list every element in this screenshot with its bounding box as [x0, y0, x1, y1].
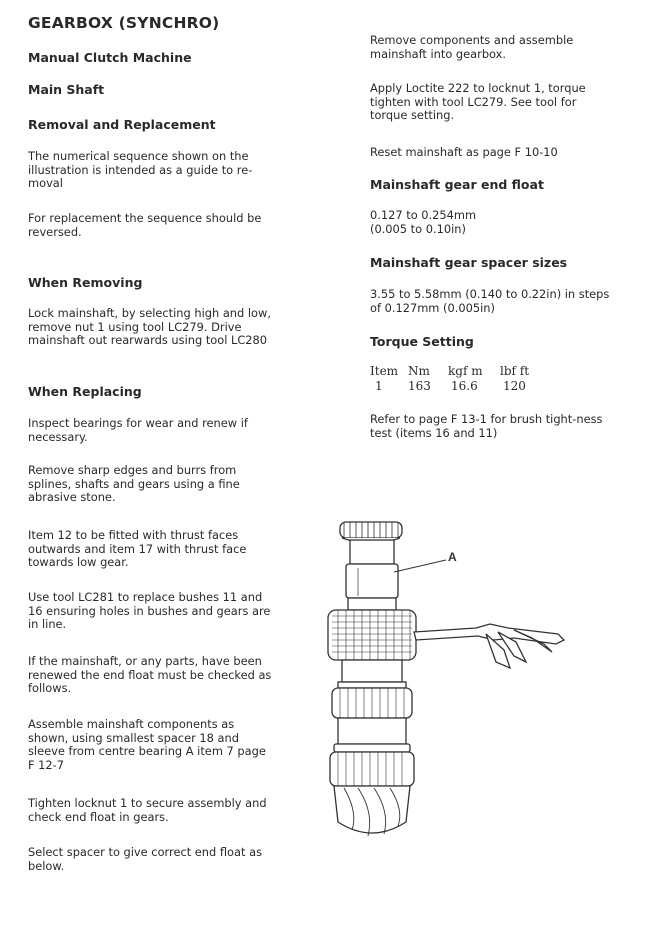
paragraph-select-spacer: Select spacer to give correct end float as below. [28, 845, 263, 873]
middle-gear [332, 688, 412, 718]
heading-when-removing: When Removing [28, 275, 143, 290]
paragraph-renewed: If the mainshaft, or any parts, have been renewed the end float must be checked as follows. [28, 654, 272, 696]
torque-table-row [370, 379, 550, 394]
label-a: A [448, 550, 457, 564]
lower-gear [330, 752, 414, 786]
torque-header-item: Item [370, 364, 399, 378]
heading-torque-setting: Torque Setting [370, 334, 474, 349]
paragraph-sequence: The numerical sequence shown on the illustration is intended as a guide to re-moval [28, 149, 253, 191]
paragraph-assemble: Assemble mainshaft components as shown, using smallest spacer 18 and sleeve from centre bearing A item 7 page F 12-7 [28, 717, 266, 772]
torque-cell-lbfft: 120 [503, 379, 526, 393]
heading-spacer-sizes: Mainshaft gear spacer sizes [370, 255, 568, 270]
torque-table [370, 364, 550, 394]
upper-shaft [346, 540, 398, 610]
paragraph-item-12: Item 12 to be fitted with thrust faces outwards and item 17 with thrust face towards low gear. [28, 528, 247, 570]
helical-pinion [334, 786, 410, 836]
heading-end-float: Mainshaft gear end float [370, 177, 544, 192]
end-float-in: (0.005 to 0.10in) [370, 222, 466, 236]
subtitle-machine: Manual Clutch Machine [28, 50, 192, 65]
paragraph-loctite: Apply Loctite 222 to locknut 1, torque tighten with tool LC279. See tool for torque setting. [370, 81, 586, 123]
paragraph-tighten: Tighten locknut 1 to secure assembly and check end float in gears. [28, 796, 267, 824]
upper-gear [328, 610, 416, 660]
torque-table-header [370, 364, 550, 379]
mainshaft-drawing [318, 512, 580, 848]
mainshaft-illustration [318, 512, 580, 848]
torque-header-lbfft: lbf ft [500, 364, 530, 378]
torque-cell-item: 1 [375, 379, 383, 393]
paragraph-spacer-sizes: 3.55 to 5.58mm (0.140 to 0.22in) in steps of 0.127mm (0.005in) [370, 287, 610, 315]
paragraph-lock-mainshaft: Lock mainshaft, by selecting high and low, remove nut 1 using tool LC279. Drive mainshaft out rearwards using tool LC280 [28, 306, 271, 348]
paragraph-replacement: For replacement the sequence should be reversed. [28, 211, 262, 239]
torque-header-kgfm: kgf m [448, 364, 483, 378]
paragraph-tool-lc281: Use tool LC281 to replace bushes 11 and 16 ensuring holes in bushes and gears are in line. [28, 590, 271, 632]
lower-shaft [334, 718, 410, 752]
paragraph-sharp-edges: Remove sharp edges and burrs from splines, shafts and gears using a fine abrasive stone. [28, 463, 240, 505]
torque-cell-nm: 163 [408, 379, 431, 393]
paragraph-inspect: Inspect bearings for wear and renew if necessary. [28, 416, 248, 444]
paragraph-refer-brush: Refer to page F 13-1 for brush tight-ness test (items 16 and 11) [370, 412, 603, 440]
page-title: GEARBOX (SYNCHRO) [28, 14, 220, 32]
subtitle-main-shaft: Main Shaft [28, 82, 105, 97]
heading-when-replacing: When Replacing [28, 384, 142, 399]
middle-shaft [338, 660, 406, 688]
torque-cell-kgfm: 16.6 [451, 379, 478, 393]
end-float-mm: 0.127 to 0.254mm [370, 208, 477, 222]
torque-header-nm: Nm [408, 364, 430, 378]
selector-fork [414, 624, 564, 668]
subtitle-removal: Removal and Replacement [28, 117, 216, 132]
label-leader-line [394, 560, 446, 572]
paragraph-remove-components: Remove components and assemble mainshaft into gearbox. [370, 33, 574, 61]
paragraph-reset: Reset mainshaft as page F 10-10 [370, 145, 558, 159]
